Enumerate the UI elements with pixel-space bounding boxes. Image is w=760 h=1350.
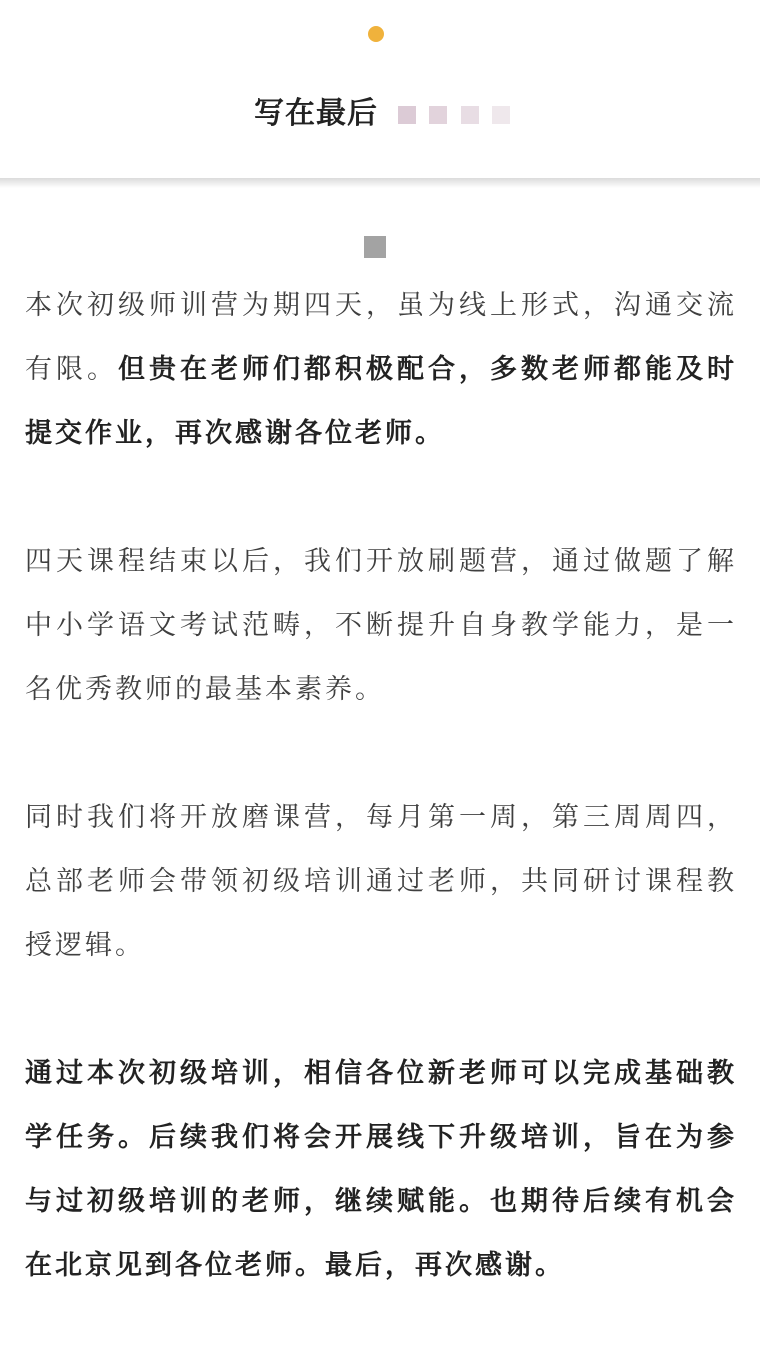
title-row [0,92,760,136]
paragraph-1 [25,274,737,466]
paragraph-4-bold-text: 通过本次初级培训，相信各位新老师可以完成基础教学任务。后续我们将会开展线下升级培训，旨在为参与过初级培训的老师，继续赋能。也期待后续有机会在北京见到各位老师。最后，再次感谢。 [25,1058,737,1281]
decorative-square-icon [398,106,416,124]
decorative-square-icon [492,106,510,124]
paragraph-2 [25,530,737,722]
paragraph-3 [25,786,737,978]
paragraph-4 [25,1042,737,1298]
decorative-square-icon [461,106,479,124]
accent-dot-icon [368,26,384,42]
section-title: 写在最后 [254,96,378,131]
decorative-square-icon [429,106,447,124]
paragraph-1-text: 本次初级师训营为期四天，虽为线上形式，沟通交流有限。 [25,290,737,385]
paragraph-2-text: 四天课程结束以后，我们开放刷题营，通过做题了解中小学语文考试范畴，不断提升自身教学能力，是一名优秀教师的最基本素养。 [25,546,737,705]
gray-square-icon [364,236,386,258]
paragraph-3-text: 同时我们将开放磨课营，每月第一周，第三周周四，总部老师会带领初级培训通过老师，共同研讨课程教授逻辑。 [25,802,737,961]
section-header [0,0,760,180]
paragraph-1-bold-text: 但贵在老师们都积极配合，多数老师都能及时提交作业，再次感谢各位老师。 [25,354,737,449]
header-divider [0,178,760,188]
